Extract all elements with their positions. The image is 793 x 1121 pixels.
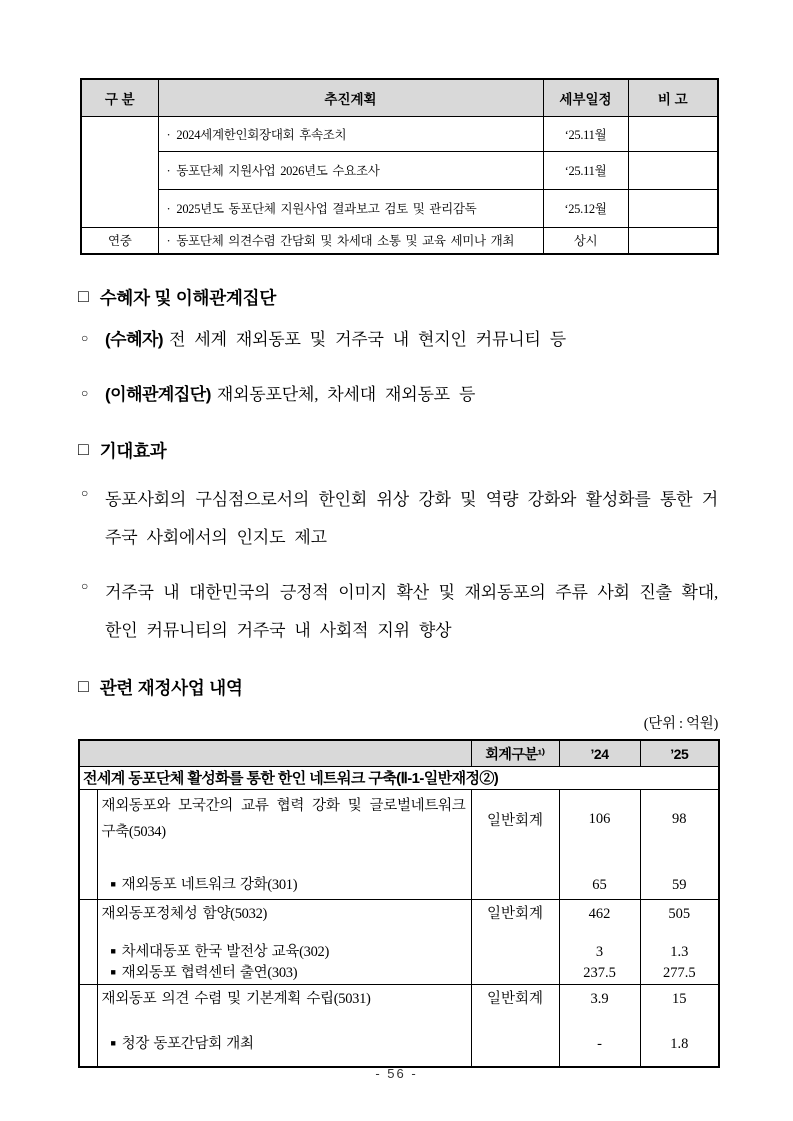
schedule-col-category: 구 분 <box>81 79 158 116</box>
schedule-note-cell <box>628 189 718 227</box>
indent-cell <box>79 985 97 1068</box>
value-cell-y24 <box>559 790 640 900</box>
sub-value-y25: 59 <box>672 877 687 894</box>
sub-item <box>102 963 466 984</box>
section-title-text: 수혜자 및 이해관계집단 <box>99 288 277 308</box>
account-cell <box>471 985 559 1068</box>
sub-item-text: 재외동포 협력센터 출연(303) <box>121 965 298 982</box>
sub-item-text: 재외동포 네트워크 강화(301) <box>121 877 298 894</box>
list-item-text: 동포사회의 구심점으로서의 한인회 위상 강화 및 역량 강화와 활성화를 통한 거주국 사회에서의 인지도 제고 <box>105 490 718 547</box>
schedule-note-cell <box>628 151 718 189</box>
sub-value-y24: 237.5 <box>583 965 616 982</box>
plan-text: 동포단체 지원사업 2026년도 수요조사 <box>176 164 380 178</box>
list-item <box>78 574 718 649</box>
budget-col-y24: ’24 <box>559 740 640 767</box>
dot-bullet: · <box>166 234 171 249</box>
budget-group-title: 전세계 동포단체 활성화를 통한 한인 네트워크 구축(Ⅱ-1-일반재정②) <box>79 767 719 790</box>
budget-header-row <box>79 740 719 767</box>
section-title-beneficiary <box>78 285 718 310</box>
dot-bullet: · <box>166 127 171 142</box>
value-y24: 3.9 <box>590 991 609 1008</box>
value-y24: 462 <box>588 906 611 923</box>
account-type: 일반회계 <box>486 991 544 1008</box>
value-cell-y25 <box>640 900 719 985</box>
value-y25: 15 <box>672 991 687 1008</box>
budget-group-row <box>79 767 719 790</box>
plan-text: 2025년도 동포단체 지원사업 결과보고 검토 및 관리감독 <box>176 202 477 216</box>
dot-bullet: · <box>166 202 171 216</box>
spacer <box>560 845 640 873</box>
square-bullet-icon: ■ <box>110 879 116 890</box>
square-marker-icon: □ <box>78 439 89 460</box>
circle-bullet-icon: ○ <box>81 331 89 345</box>
section-title-effects <box>78 438 718 463</box>
sub-item-text: 차세대동포 한국 발전상 교육(302) <box>121 944 330 961</box>
value-cell-y25 <box>640 790 719 900</box>
account-cell <box>471 790 559 900</box>
value-y24: 106 <box>588 810 611 827</box>
table-row <box>81 227 718 254</box>
program-name: 재외동포와 모국간의 교류 협력 강화 및 글로벌네트워크 구축(5034) <box>101 798 466 841</box>
schedule-col-plan: 추진계획 <box>158 79 543 116</box>
sub-value-y24: - <box>597 1036 602 1053</box>
schedule-note-cell <box>628 116 718 151</box>
list-item-lead: (이해관계집단) <box>105 385 211 405</box>
square-marker-icon: □ <box>78 675 89 696</box>
budget-col-name <box>79 740 471 767</box>
sub-item-text: 청장 동포간담회 개최 <box>121 1036 254 1053</box>
square-bullet-icon: ■ <box>110 967 116 978</box>
circle-bullet-icon: ○ <box>81 386 89 401</box>
budget-col-y25: ’25 <box>640 740 719 767</box>
schedule-plan-cell <box>158 151 543 189</box>
spacer <box>102 845 466 873</box>
indent-cell <box>79 900 97 985</box>
account-cell <box>471 900 559 985</box>
schedule-plan-cell <box>158 189 543 227</box>
account-type: 일반회계 <box>486 906 544 923</box>
table-row <box>79 790 719 900</box>
table-row <box>81 151 718 189</box>
budget-table <box>78 739 720 1069</box>
spacer <box>102 927 466 942</box>
spacer <box>560 1012 640 1032</box>
sub-item <box>102 873 466 899</box>
account-type: 일반회계 <box>486 812 544 829</box>
table-row <box>81 116 718 151</box>
sub-value-y25: 1.3 <box>670 944 689 961</box>
sub-item <box>102 1032 466 1058</box>
unit-label: (단위 : 억원) <box>643 715 718 732</box>
circle-bullet-icon: ○ <box>81 579 89 594</box>
schedule-category-cell <box>81 116 158 227</box>
section-title-budget <box>78 675 718 700</box>
list-item-text <box>105 326 718 353</box>
value-y25: 98 <box>672 810 687 827</box>
list-item <box>78 481 718 556</box>
spacer <box>641 845 719 873</box>
square-bullet-icon: ■ <box>110 1038 116 1049</box>
value-cell-y25 <box>640 985 719 1068</box>
sub-item <box>102 942 466 963</box>
schedule-table <box>80 78 719 255</box>
value-cell-y24 <box>559 900 640 985</box>
list-item-body: 전 세계 재외동포 및 거주국 내 현지인 커뮤니티 등 <box>169 330 566 349</box>
list-item-lead: (수혜자) <box>105 330 164 349</box>
program-name-cell <box>97 900 471 985</box>
sub-value-y24: 65 <box>592 877 607 894</box>
schedule-category-cell: 연중 <box>81 227 158 254</box>
spacer <box>102 1012 466 1032</box>
list-item-text: 거주국 내 대한민국의 긍정적 이미지 확산 및 재외동포의 주류 사회 진출 확대, 한인 커뮤니티의 거주국 내 사회적 지위 향상 <box>105 583 718 640</box>
schedule-plan-cell <box>158 116 543 151</box>
schedule-plan-cell <box>158 227 543 254</box>
page-number: - 56 - <box>375 1066 418 1081</box>
square-bullet-icon: ■ <box>110 946 116 957</box>
program-name-cell <box>97 985 471 1068</box>
table-row <box>81 189 718 227</box>
schedule-date-cell: ‘25.12월 <box>543 189 628 227</box>
schedule-col-note: 비 고 <box>628 79 718 116</box>
schedule-date-cell: ‘25.11월 <box>543 116 628 151</box>
schedule-header-row <box>81 79 718 116</box>
spacer <box>560 927 640 942</box>
table-row <box>79 900 719 985</box>
schedule-col-date: 세부일정 <box>543 79 628 116</box>
value-y25: 505 <box>668 906 691 923</box>
sub-value-y24: 3 <box>595 944 604 961</box>
list-item <box>78 381 718 408</box>
list-item <box>78 326 718 353</box>
section-title-text: 관련 재정사업 내역 <box>99 677 243 698</box>
value-cell-y24 <box>559 985 640 1068</box>
schedule-date-cell: 상시 <box>543 227 628 254</box>
sub-value-y25: 277.5 <box>662 965 696 982</box>
schedule-note-cell <box>628 227 718 254</box>
sub-value-y25: 1.8 <box>670 1036 689 1053</box>
document-content <box>78 78 718 1068</box>
program-name: 재외동포정체성 함양(5032) <box>101 906 268 923</box>
program-name-cell <box>97 790 471 900</box>
section-title-text: 기대효과 <box>99 441 167 462</box>
plan-text: 동포단체 의견수렴 간담회 및 차세대 소통 및 교육 세미나 개최 <box>176 234 515 249</box>
indent-cell <box>79 790 97 900</box>
spacer <box>641 927 719 942</box>
table-row <box>79 985 719 1068</box>
schedule-date-cell: ‘25.11월 <box>543 151 628 189</box>
square-marker-icon: □ <box>78 286 89 306</box>
plan-text: 2024세계한인회장대회 후속조치 <box>176 127 347 142</box>
list-item-text <box>105 381 718 408</box>
dot-bullet: · <box>166 164 171 178</box>
circle-bullet-icon: ○ <box>81 486 89 501</box>
budget-col-account: 회계구분¹⁾ <box>471 740 559 767</box>
list-item-body: 재외동포단체, 차세대 재외동포 등 <box>216 385 476 405</box>
program-name: 재외동포 의견 수렴 및 기본계획 수립(5031) <box>101 991 371 1008</box>
spacer <box>641 1012 719 1032</box>
